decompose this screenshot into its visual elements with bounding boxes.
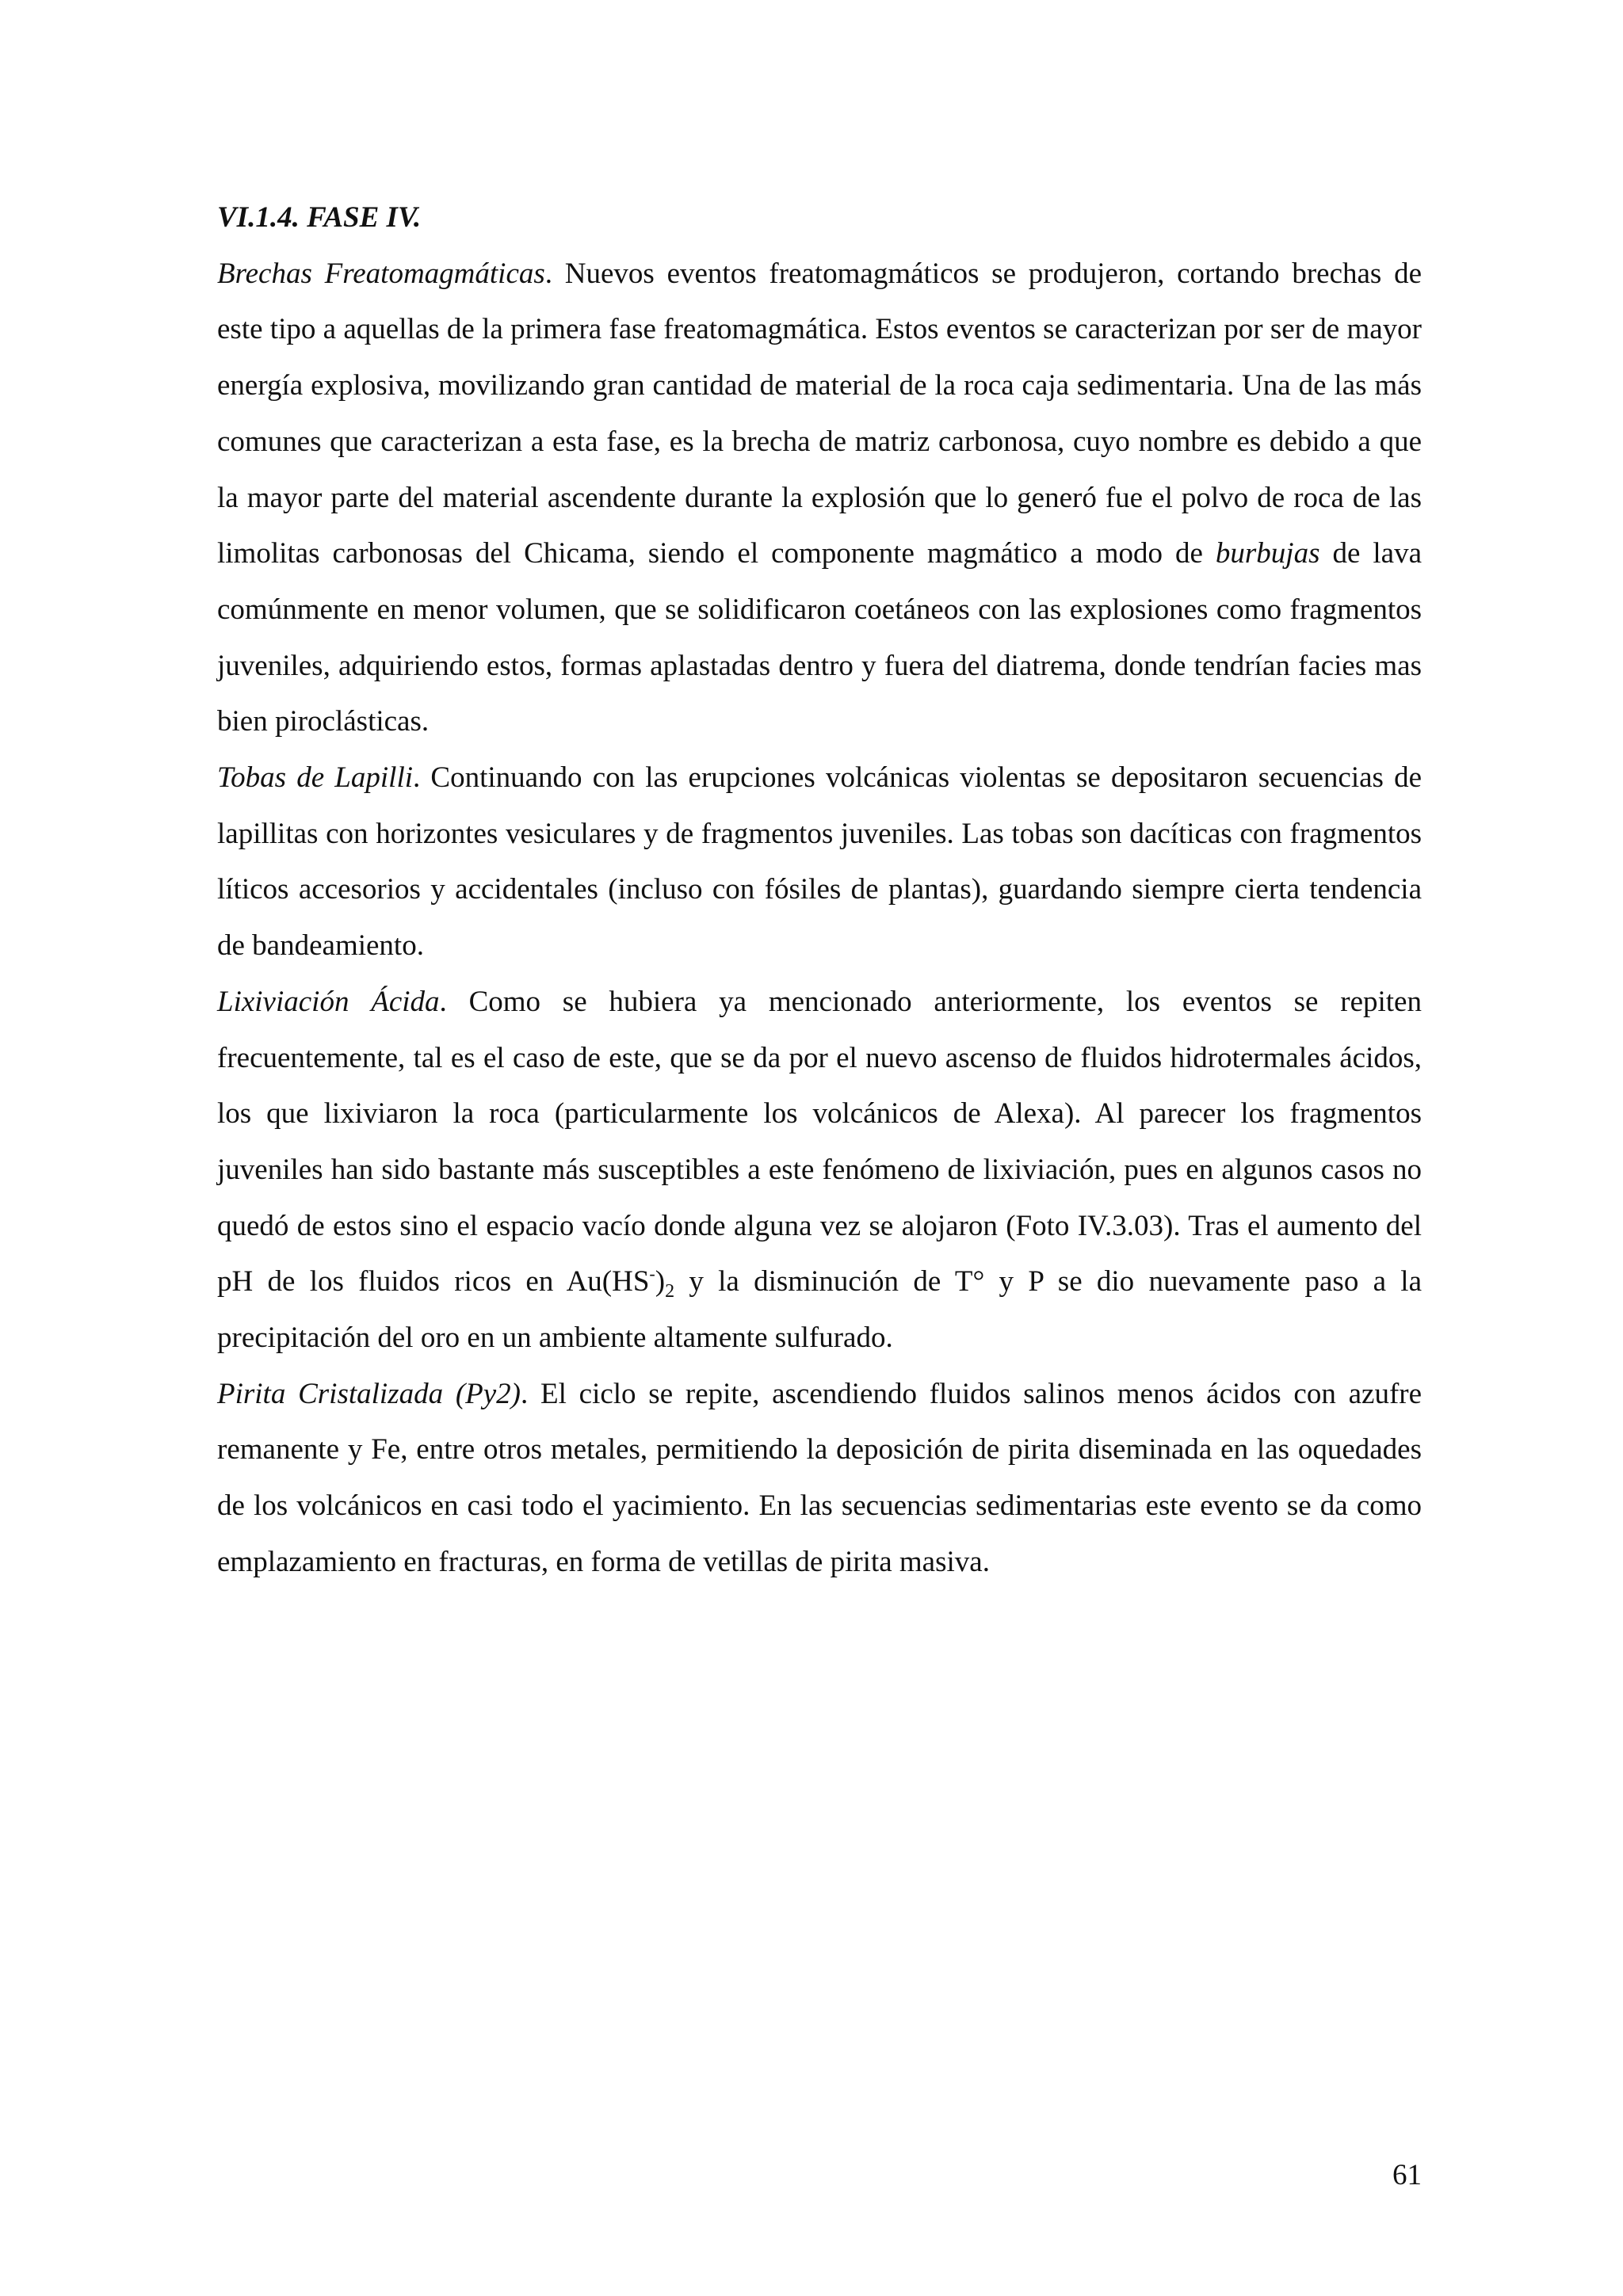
paragraph-text: y la disminución de T° y P se dio nuevamente paso a la precipitación del oro en un ambiente altamente sulfurado. bbox=[217, 1265, 1422, 1355]
page-number: 61 bbox=[1392, 2159, 1422, 2191]
paragraph-brechas bbox=[217, 246, 1422, 750]
superscript-charge: - bbox=[649, 1264, 655, 1284]
paragraph-term: Pirita Cristalizada (Py2) bbox=[217, 1377, 521, 1410]
paragraph-tobas bbox=[217, 750, 1422, 974]
paragraph-pirita bbox=[217, 1367, 1422, 1591]
emphasis-text: burbujas bbox=[1215, 537, 1320, 570]
paragraph-text: . Nuevos eventos freatomagmáticos se produjeron, cortando brechas de este tipo a aquellas de la primera fase freatomagmática. Estos eventos se caracterizan por ser de mayor energía explosiva, movilizando gran cantidad de material de la roca caja sedimentaria. Una de las más comunes que caracterizan a esta fase, es la brecha de matriz carbonosa, cuyo nombre es debido a que la mayor parte del material ascendente durante la explosión que lo generó fue el polvo de roca de las limolitas carbonosas del Chicama, siendo el componente magmático a modo de bbox=[217, 257, 1422, 570]
paragraph-lixiviacion bbox=[217, 974, 1422, 1367]
paragraph-term: Lixiviación Ácida bbox=[217, 985, 440, 1018]
paragraph-text: . Como se hubiera ya mencionado anteriormente, los eventos se repiten frecuentemente, tal es el caso de este, que se da por el nuevo ascenso de fluidos hidrotermales ácidos, los que lixiviaron la roca (particularmente los volcánicos de Alexa). Al parecer los fragmentos juveniles han sido bastante más susceptibles a este fenómeno de lixiviación, pues en algunos casos no quedó de estos sino el espacio vacío donde alguna vez se alojaron (Foto IV.3.03). Tras el aumento del pH de los fluidos ricos en Au(HS bbox=[217, 985, 1422, 1299]
paragraph-text: de lava comúnmente en menor volumen, que se solidificaron coetáneos con las explosiones como fragmentos juveniles, adquiriendo estos, formas aplastadas dentro y fuera del diatrema, donde tendrían facies mas bien piroclásticas. bbox=[217, 537, 1423, 738]
section-heading: VI.1.4. FASE IV. bbox=[217, 201, 422, 234]
paragraph-term: Brechas Freatomagmáticas bbox=[217, 257, 545, 290]
paragraph-text: ) bbox=[655, 1265, 666, 1299]
page-body bbox=[217, 190, 1422, 1591]
paragraph-text: . El ciclo se repite, ascendiendo fluidos salinos menos ácidos con azufre remanente y Fe, entre otros metales, permitiendo la deposición de pirita diseminada en las oquedades de los volcánicos en casi todo el yacimiento. En las secuencias sedimentarias este evento se da como emplazamiento en fracturas, en forma de vetillas de pirita masiva. bbox=[217, 1377, 1423, 1578]
paragraph-term: Tobas de Lapilli bbox=[217, 761, 413, 795]
paragraph-text: . Continuando con las erupciones volcánicas violentas se depositaron secuencias de lapillitas con horizontes vesiculares y de fragmentos juveniles. Las tobas son dacíticas con fragmentos líticos accesorios y accidentales (incluso con fósiles de plantas), guardando siempre cierta tendencia de bandeamiento. bbox=[217, 761, 1422, 963]
subscript-index: 2 bbox=[665, 1281, 675, 1302]
